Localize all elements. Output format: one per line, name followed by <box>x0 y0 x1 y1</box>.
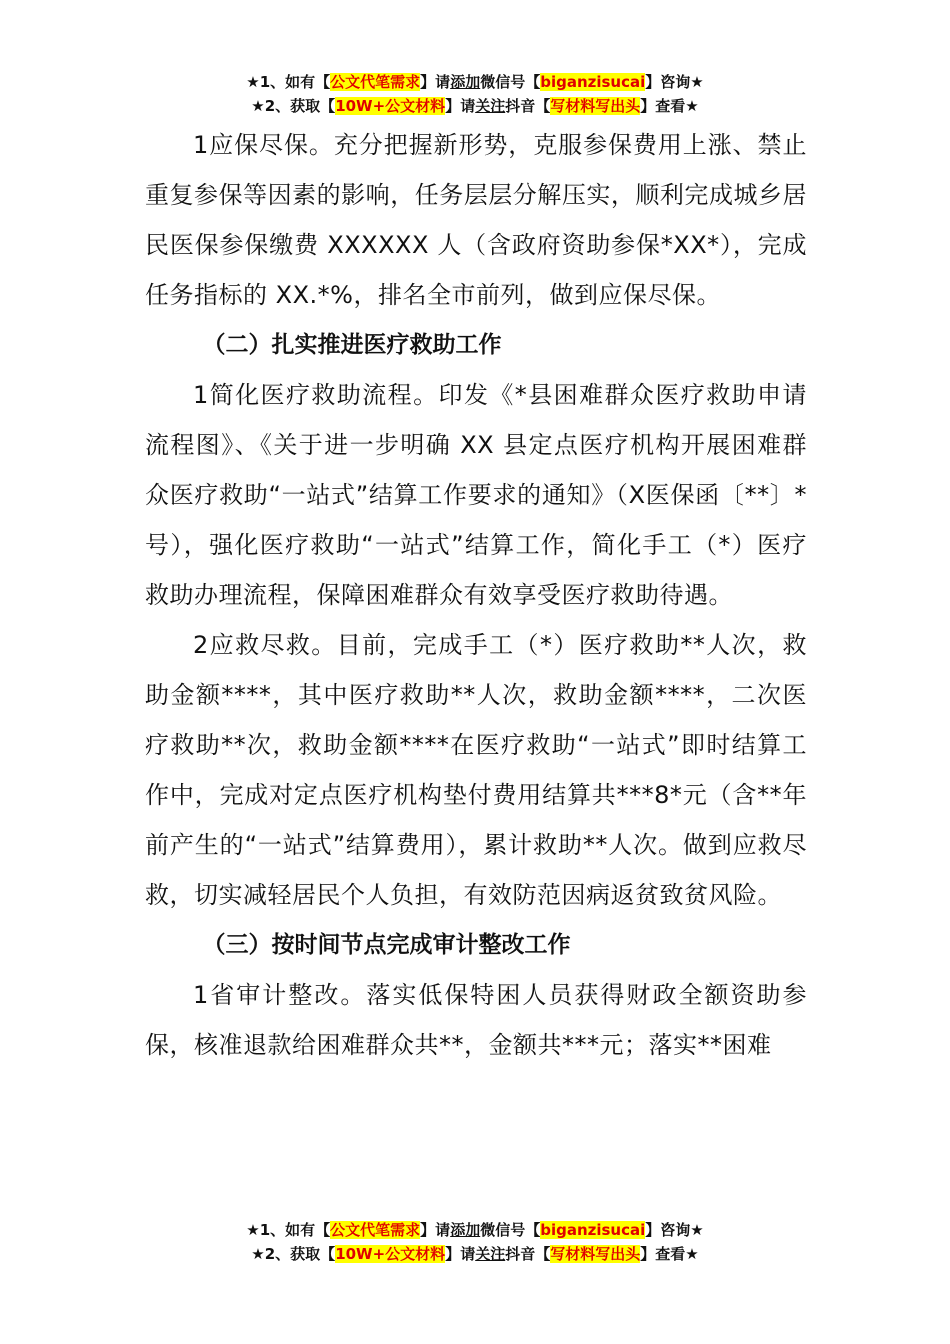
paragraph-simplify-aid-process: 1简化医疗救助流程。印发《*县困难群众医疗救助申请流程图》、《关于进一步明确 XX 县定点医疗机构开展困难群众医疗救助“一站式”结算工作要求的通知》（X医保函〔**〕*号），强化医疗救助“一站式”结算工作，简化手工（*）医疗救助办理流程，保障困难群众有效享受医疗救助待遇。 <box>145 381 807 609</box>
banner-line-1: ★1、如有【公文代笔需求】请添加微信号【biganzisucai】咨询★ <box>246 1221 704 1239</box>
banner-highlight: 10W+公文材料 <box>335 97 446 115</box>
header-banner <box>0 70 950 118</box>
banner-highlight: 公文代笔需求 <box>330 1221 421 1239</box>
footer-banner <box>0 1218 950 1266</box>
wechat-id-highlight: biganzisucai <box>540 1221 646 1239</box>
paragraph-aid-all-eligible: 2应救尽救。目前，完成手工（*）医疗救助**人次，救助金额****，其中医疗救助**人次，救助金额****，二次医疗救助**次，救助金额****在医疗救助“一站式”即时结算工作中，完成对定点医疗机构垫付费用结算共***8*元（含**年前产生的“一站式”结算费用），累计救助**人次。做到应救尽救，切实减轻居民个人负担，有效防范因病返贫致贫风险。 <box>145 631 807 909</box>
douyin-id-highlight: 写材料写出头 <box>550 1245 641 1263</box>
paragraph-provincial-audit: 1省审计整改。落实低保特困人员获得财政全额资助参保，核准退款给困难群众共**，金额共***元；落实**困难 <box>145 981 807 1059</box>
banner-highlight: 公文代笔需求 <box>330 73 421 91</box>
wechat-id-highlight: biganzisucai <box>540 73 646 91</box>
douyin-id-highlight: 写材料写出头 <box>550 97 641 115</box>
paragraph-insurance-coverage: 1应保尽保。充分把握新形势，克服参保费用上涨、禁止重复参保等因素的影响，任务层层分解压实，顺利完成城乡居民医保参保缴费 XXXXXX 人（含政府资助参保*XX*），完成任务指标的 XX.*%，排名全市前列，做到应保尽保。 <box>145 131 807 309</box>
banner-highlight: 10W+公文材料 <box>335 1245 446 1263</box>
banner-line-1: ★1、如有【公文代笔需求】请添加微信号【biganzisucai】咨询★ <box>246 73 704 91</box>
section-heading-medical-aid: （二）扎实推进医疗救助工作 <box>202 332 502 358</box>
banner-line-2: ★2、获取【10W+公文材料】请关注抖音【写材料写出头】查看★ <box>251 1245 699 1263</box>
section-heading-audit-rectification: （三）按时间节点完成审计整改工作 <box>202 932 571 958</box>
document-body <box>145 120 807 1070</box>
banner-line-2: ★2、获取【10W+公文材料】请关注抖音【写材料写出头】查看★ <box>251 97 699 115</box>
